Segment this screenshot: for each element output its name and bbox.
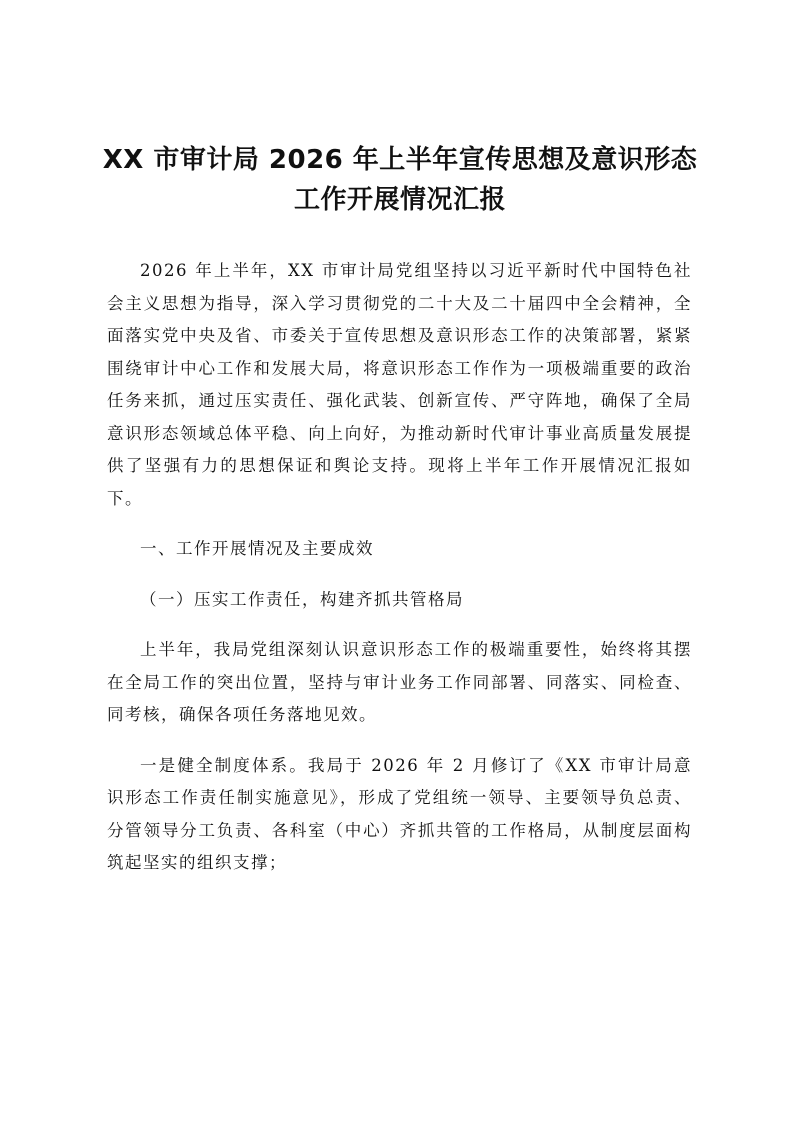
intro-paragraph: 2026 年上半年，XX 市审计局党组坚持以习近平新时代中国特色社会主义思想为指导，深入学习贯彻党的二十大及二十届四中全会精神，全面落实党中央及省、市委关于宣传思想及意识形态工作的决策部署，紧紧围绕审计中心工作和发展大局，将意识形态工作作为一项极端重要的政治任务来抓，通过压实责任、强化武装、创新宣传、严守阵地，确保了全局意识形态领域总体平稳、向上向好，为推动新时代审计事业高质量发展提供了坚强有力的思想保证和舆论支持。现将上半年工作开展情况汇报如下。 [107, 261, 692, 508]
body-paragraph: 上半年，我局党组深刻认识意识形态工作的极端重要性，始终将其摆在全局工作的突出位置，坚持与审计业务工作同部署、同落实、同检查、同考核，确保各项任务落地见效。 [107, 640, 692, 724]
document-body [107, 255, 692, 898]
document-title: XX 市审计局 2026 年上半年宣传思想及意识形态工作开展情况汇报 [102, 145, 698, 215]
section-heading: 一、工作开展情况及主要成效 [140, 539, 374, 558]
subsection-heading: （一）压实工作责任，构建齐抓共管格局 [140, 589, 464, 609]
body-paragraph: 一是健全制度体系。我局于 2026 年 2 月修订了《XX 市审计局意识形态工作责任制实施意见》，形成了党组统一领导、主要领导负总责、分管领导分工负责、各科室（中心）齐抓共管的工作格局，从制度层面构筑起坚实的组织支撑； [107, 755, 692, 872]
